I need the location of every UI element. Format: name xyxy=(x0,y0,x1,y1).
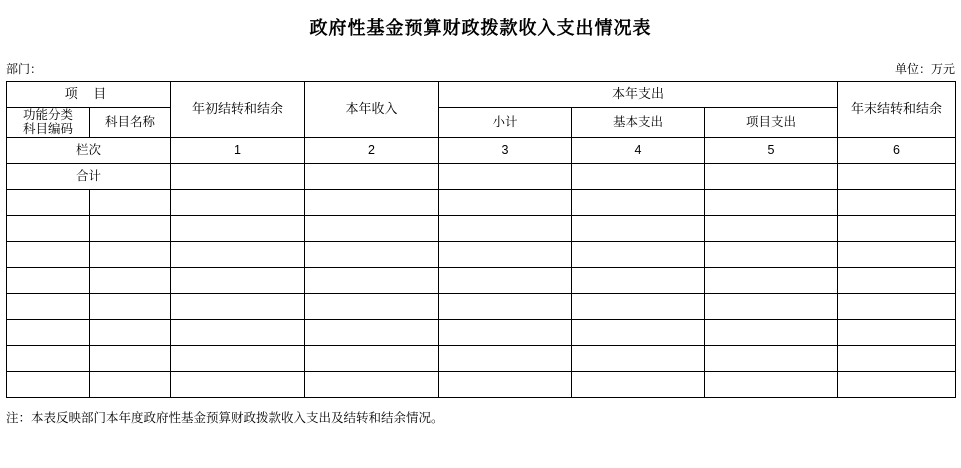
cell-name[interactable] xyxy=(90,189,171,215)
header-project-expense: 项目支出 xyxy=(705,108,838,138)
header-functional-code-line2: 科目编码 xyxy=(22,122,73,137)
budget-table xyxy=(6,81,956,398)
column-number-6: 6 xyxy=(838,137,956,163)
total-row-label: 合计 xyxy=(7,163,171,189)
cell-code[interactable] xyxy=(7,267,90,293)
cell-value[interactable] xyxy=(838,189,956,215)
cell-code[interactable] xyxy=(7,215,90,241)
cell-value[interactable] xyxy=(572,293,705,319)
cell-code[interactable] xyxy=(7,319,90,345)
cell-code[interactable] xyxy=(7,241,90,267)
cell-name[interactable] xyxy=(90,345,171,371)
cell-value[interactable] xyxy=(439,267,572,293)
cell-value[interactable] xyxy=(838,215,956,241)
cell-value[interactable] xyxy=(171,267,305,293)
cell-value[interactable] xyxy=(171,345,305,371)
cell-value[interactable] xyxy=(572,345,705,371)
cell-value[interactable] xyxy=(705,319,838,345)
cell-code[interactable] xyxy=(7,371,90,397)
cell-name[interactable] xyxy=(90,267,171,293)
cell-name[interactable] xyxy=(90,293,171,319)
cell-code[interactable] xyxy=(7,189,90,215)
cell-value[interactable] xyxy=(705,189,838,215)
cell-value[interactable] xyxy=(572,189,705,215)
header-subtotal: 小计 xyxy=(439,108,572,138)
cell-value[interactable] xyxy=(171,241,305,267)
table-row xyxy=(7,267,956,293)
cell-name[interactable] xyxy=(90,241,171,267)
cell-value[interactable] xyxy=(838,293,956,319)
cell-code[interactable] xyxy=(7,345,90,371)
header-year-expense: 本年支出 xyxy=(439,82,838,108)
cell-value[interactable] xyxy=(439,189,572,215)
meta-row xyxy=(0,44,961,81)
cell-value[interactable] xyxy=(171,189,305,215)
table-note: 注：本表反映部门本年度政府性基金预算财政拨款收入支出及结转和结余情况。 xyxy=(6,410,444,425)
column-number-label: 栏次 xyxy=(7,137,171,163)
cell-value[interactable] xyxy=(439,345,572,371)
table-row xyxy=(7,345,956,371)
cell-value[interactable] xyxy=(705,293,838,319)
cell-name[interactable] xyxy=(90,371,171,397)
cell-value[interactable] xyxy=(705,267,838,293)
unit-label: 单位：万元 xyxy=(894,62,955,76)
cell-value[interactable] xyxy=(572,215,705,241)
cell-value[interactable] xyxy=(838,371,956,397)
cell-value[interactable] xyxy=(305,267,439,293)
table-row xyxy=(7,319,956,345)
total-row xyxy=(7,163,956,189)
total-row-cell[interactable] xyxy=(439,163,572,189)
table-row xyxy=(7,293,956,319)
cell-value[interactable] xyxy=(705,215,838,241)
cell-value[interactable] xyxy=(305,293,439,319)
cell-value[interactable] xyxy=(171,371,305,397)
cell-value[interactable] xyxy=(305,345,439,371)
header-item-group: 项 目 xyxy=(7,82,171,108)
total-row-cell[interactable] xyxy=(838,163,956,189)
cell-value[interactable] xyxy=(305,241,439,267)
cell-value[interactable] xyxy=(705,345,838,371)
cell-value[interactable] xyxy=(439,241,572,267)
cell-name[interactable] xyxy=(90,215,171,241)
total-row-cell[interactable] xyxy=(305,163,439,189)
cell-value[interactable] xyxy=(305,189,439,215)
table-row xyxy=(7,215,956,241)
cell-code[interactable] xyxy=(7,293,90,319)
table-header-row-1 xyxy=(7,82,956,108)
table-header-row-2 xyxy=(7,108,956,138)
department-label: 部门： xyxy=(6,62,43,76)
cell-value[interactable] xyxy=(439,319,572,345)
table-row xyxy=(7,371,956,397)
cell-value[interactable] xyxy=(439,293,572,319)
cell-value[interactable] xyxy=(439,215,572,241)
header-end-balance: 年末结转和结余 xyxy=(838,82,956,138)
cell-value[interactable] xyxy=(572,241,705,267)
total-row-cell[interactable] xyxy=(171,163,305,189)
cell-name[interactable] xyxy=(90,319,171,345)
cell-value[interactable] xyxy=(572,267,705,293)
cell-value[interactable] xyxy=(572,319,705,345)
cell-value[interactable] xyxy=(838,241,956,267)
column-number-3: 3 xyxy=(439,137,572,163)
column-number-5: 5 xyxy=(705,137,838,163)
cell-value[interactable] xyxy=(705,241,838,267)
cell-value[interactable] xyxy=(838,319,956,345)
column-number-2: 2 xyxy=(305,137,439,163)
page-title: 政府性基金预算财政拨款收入支出情况表 xyxy=(309,18,652,38)
header-year-income: 本年收入 xyxy=(305,82,439,138)
cell-value[interactable] xyxy=(439,371,572,397)
cell-value[interactable] xyxy=(572,371,705,397)
header-basic-expense: 基本支出 xyxy=(572,108,705,138)
cell-value[interactable] xyxy=(838,345,956,371)
total-row-cell[interactable] xyxy=(572,163,705,189)
total-row-cell[interactable] xyxy=(705,163,838,189)
header-functional-code-line1: 功能分类 xyxy=(22,108,73,122)
header-begin-balance: 年初结转和结余 xyxy=(171,82,305,138)
header-functional-code xyxy=(7,108,90,138)
header-subject-name: 科目名称 xyxy=(90,108,171,138)
cell-value[interactable] xyxy=(171,319,305,345)
column-number-row xyxy=(7,137,956,163)
cell-value[interactable] xyxy=(705,371,838,397)
table-row xyxy=(7,189,956,215)
cell-value[interactable] xyxy=(305,319,439,345)
column-number-4: 4 xyxy=(572,137,705,163)
table-row xyxy=(7,241,956,267)
cell-value[interactable] xyxy=(305,215,439,241)
cell-value[interactable] xyxy=(171,215,305,241)
cell-value[interactable] xyxy=(305,371,439,397)
column-number-1: 1 xyxy=(171,137,305,163)
cell-value[interactable] xyxy=(838,267,956,293)
cell-value[interactable] xyxy=(171,293,305,319)
